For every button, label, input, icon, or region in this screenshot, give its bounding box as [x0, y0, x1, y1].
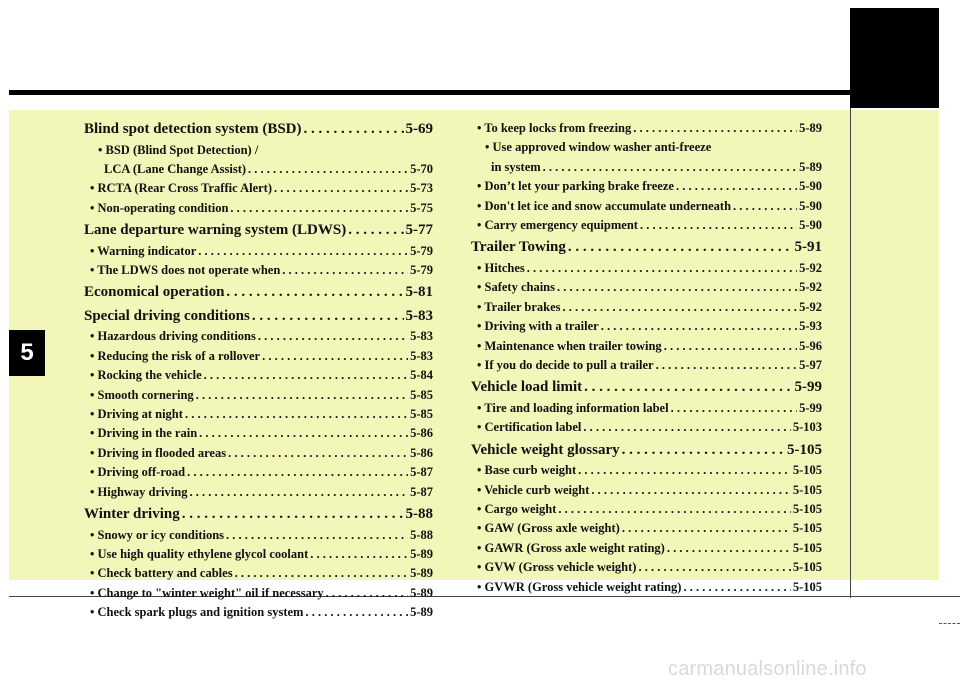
- toc-page-number: 5-86: [410, 445, 433, 460]
- toc-entry[interactable]: [84, 547, 433, 562]
- toc-entry-title: Economical operation: [84, 284, 225, 301]
- toc-heading[interactable]: [84, 506, 433, 523]
- toc-page-number: 5-90: [799, 198, 822, 213]
- dot-leader: [622, 521, 791, 536]
- toc-page-number: 5-83: [405, 307, 433, 324]
- toc-entry-title: • Driving off-road: [90, 465, 186, 480]
- dot-leader: [601, 319, 797, 334]
- toc-entry-title: • Driving at night: [90, 407, 183, 421]
- toc-entry-title: • Warning indicator: [90, 243, 197, 258]
- dot-leader: [189, 485, 408, 500]
- toc-entry[interactable]: [471, 261, 822, 276]
- toc-page-number: 5-89: [410, 585, 433, 600]
- toc-entry-title: • Snowy or icy conditions: [90, 527, 225, 542]
- toc-entry-title: • Hitches: [477, 260, 525, 275]
- watermark: carmanualsonline.info: [668, 658, 867, 680]
- toc-page-number: 5-105: [792, 540, 822, 555]
- dot-leader: [182, 506, 404, 523]
- toc-page-number: 5-69: [405, 121, 433, 137]
- toc-page-number: 5-88: [405, 506, 433, 522]
- toc-page-number: 5-85: [410, 387, 433, 402]
- toc-entry-title: • Check battery and cables: [90, 566, 233, 581]
- dot-leader: [274, 181, 408, 196]
- toc-heading[interactable]: [471, 239, 822, 256]
- toc-entry-title: • Rocking the vehicle: [90, 368, 202, 383]
- toc-page-number: 5-97: [799, 357, 822, 372]
- toc-page-number: 5-105: [792, 482, 822, 497]
- toc-entry[interactable]: [471, 121, 822, 136]
- toc-entry-title: • Don't let ice and snow accumulate underneath: [477, 198, 732, 213]
- dot-leader: [622, 442, 785, 459]
- toc-page-number: 5-87: [410, 465, 433, 480]
- dot-leader: [310, 547, 408, 562]
- toc-page-number: 5-90: [799, 218, 822, 232]
- toc-page-number: 5-75: [410, 200, 433, 215]
- toc-entry[interactable]: [471, 463, 822, 478]
- toc-entry[interactable]: [84, 485, 433, 500]
- chapter-number: 5: [9, 330, 45, 376]
- toc-entry-title: Blind spot detection system (BSD): [84, 121, 302, 137]
- toc-entry[interactable]: [471, 199, 822, 214]
- toc-page-number: 5-93: [799, 319, 822, 334]
- toc-entry-title: Winter driving: [84, 506, 180, 522]
- toc-page-number: 5-83: [410, 329, 433, 344]
- toc-entry[interactable]: [471, 502, 822, 517]
- dot-leader: [558, 502, 790, 517]
- toc-page-number: 5-92: [799, 260, 822, 275]
- toc-entry-title: • GVWR (Gross vehicle weight rating): [477, 579, 682, 594]
- toc-entry[interactable]: [84, 329, 433, 344]
- dot-leader: [226, 284, 403, 301]
- toc-entry-title: • Driving with a trailer: [477, 319, 599, 334]
- toc-page-number: 5-99: [794, 379, 822, 396]
- toc-page-number: 5-77: [405, 222, 433, 239]
- toc-entry-title: • Tire and loading information label: [477, 400, 669, 415]
- toc-entry-title: • Smooth cornering: [90, 387, 194, 402]
- toc-entry[interactable]: [471, 483, 822, 498]
- toc-entry-title: • The LDWS does not operate when: [90, 263, 281, 277]
- toc-entry-title: • Base curb weight: [477, 463, 577, 478]
- toc-entry-title: • Highway driving: [90, 484, 188, 499]
- toc-entry[interactable]: [84, 368, 433, 383]
- toc-entry-title: • RCTA (Rear Cross Traffic Alert): [90, 181, 273, 196]
- toc-entry-title: • If you do decide to pull a trailer: [477, 357, 654, 372]
- toc-entry[interactable]: [84, 465, 433, 480]
- dot-leader: [282, 263, 408, 278]
- toc-page-number: 5-89: [410, 546, 433, 561]
- dot-leader: [563, 300, 798, 315]
- dot-leader: [196, 388, 408, 403]
- toc-heading[interactable]: [471, 442, 822, 459]
- dot-leader: [199, 426, 408, 441]
- toc-page-number: 5-87: [410, 484, 433, 499]
- toc-page-number: 5-96: [799, 338, 822, 353]
- dot-leader: [230, 201, 408, 216]
- dot-leader: [591, 483, 790, 498]
- toc-page-number: 5-88: [410, 527, 433, 542]
- toc-page-number: 5-70: [410, 161, 433, 176]
- toc-page-number: 5-105: [792, 560, 822, 575]
- toc-page-number: 5-105: [792, 463, 822, 478]
- toc-entry-title: • Check spark plugs and ignition system: [90, 605, 304, 620]
- toc-entry-title: • BSD (Blind Spot Detection) /: [98, 142, 259, 157]
- toc-heading[interactable]: [84, 222, 433, 239]
- toc-entry-title: • Trailer brakes: [477, 299, 561, 314]
- toc-page-number: 5-89: [410, 566, 433, 581]
- toc-entry[interactable]: [84, 143, 433, 158]
- toc-entry-title: • Driving in flooded areas: [90, 445, 227, 460]
- toc-entry[interactable]: [471, 420, 822, 435]
- dot-leader: [187, 465, 408, 480]
- toc-entry[interactable]: [471, 580, 822, 595]
- toc-entry-title: • Driving in the rain: [90, 426, 198, 441]
- dot-leader: [664, 339, 797, 354]
- toc-entry-title: • To keep locks from freezing: [477, 121, 632, 135]
- dot-leader: [640, 218, 797, 233]
- toc-page-number: 5-91: [794, 239, 822, 256]
- toc-entry[interactable]: [84, 388, 433, 403]
- dot-leader: [527, 261, 797, 276]
- toc-entry[interactable]: [471, 160, 822, 175]
- toc-entry-title: Lane departure warning system (LDWS): [84, 222, 347, 239]
- toc-entry-title: LCA (Lane Change Assist): [104, 161, 247, 176]
- margin-rule: [850, 108, 851, 598]
- toc-page-number: 5-99: [799, 400, 822, 415]
- dot-leader: [248, 162, 408, 177]
- toc-entry-title: • GVW (Gross vehicle weight): [477, 560, 637, 575]
- toc-entry-title: • Don’t let your parking brake freeze: [477, 179, 674, 194]
- toc-entry-title: • Certification label: [477, 420, 582, 435]
- toc-entry-title: Trailer Towing: [471, 239, 566, 256]
- toc-entry[interactable]: [84, 528, 433, 543]
- toc-entry[interactable]: [84, 426, 433, 441]
- toc-entry-title: in system: [491, 159, 541, 174]
- toc-page-number: 5-79: [410, 263, 433, 277]
- toc-entry-title: • Carry emergency equipment: [477, 218, 638, 232]
- toc-entry-title: • Use high quality ethylene glycol coolant: [90, 546, 309, 561]
- toc-heading[interactable]: [84, 121, 433, 138]
- toc-entry[interactable]: [471, 401, 822, 416]
- toc-entry-title: • Safety chains: [477, 280, 555, 295]
- toc-page-number: 5-92: [799, 299, 822, 314]
- toc-page-number: 5-105: [792, 501, 822, 516]
- toc-entry[interactable]: [471, 319, 822, 334]
- toc-entry[interactable]: [471, 179, 822, 194]
- toc-page-number: 5-105: [792, 521, 822, 536]
- toc-page-number: 5-89: [799, 159, 822, 174]
- dot-leader: [656, 358, 797, 373]
- dot-leader: [235, 566, 409, 581]
- dash-mark: [939, 623, 960, 624]
- dot-leader: [683, 580, 790, 595]
- toc-page-number: 5-84: [410, 368, 433, 383]
- toc-entry[interactable]: [84, 162, 433, 177]
- dot-leader: [228, 446, 408, 461]
- dot-leader: [543, 160, 797, 175]
- toc-entry-title: • Maintenance when trailer towing: [477, 338, 662, 353]
- toc-page-number: 5-83: [410, 348, 433, 363]
- toc-page-number: 5-105: [787, 441, 822, 458]
- toc-entry[interactable]: [84, 407, 433, 422]
- dot-leader: [304, 121, 404, 138]
- dot-leader: [557, 280, 797, 295]
- toc-entry[interactable]: [84, 263, 433, 278]
- toc-entry-title: Vehicle weight glossary: [471, 441, 620, 458]
- dot-leader: [258, 329, 408, 344]
- toc-entry-title: • GAWR (Gross axle weight rating): [477, 540, 665, 555]
- dot-leader: [676, 179, 797, 194]
- toc-entry-title: • Change to "winter weight" oil if necessary: [90, 585, 324, 600]
- toc-entry[interactable]: [471, 300, 822, 315]
- toc-entry[interactable]: [471, 358, 822, 373]
- toc-page-number: 5-73: [410, 181, 433, 196]
- toc-heading[interactable]: [471, 379, 822, 396]
- dot-leader: [326, 586, 408, 601]
- dot-leader: [204, 368, 408, 383]
- toc-entry[interactable]: [84, 586, 433, 601]
- toc-entry[interactable]: [84, 349, 433, 364]
- dot-leader: [305, 605, 408, 620]
- dot-leader: [198, 244, 408, 259]
- toc-entry-title: • Use approved window washer anti-freeze: [485, 140, 712, 155]
- toc-entry[interactable]: [84, 244, 433, 259]
- toc-entry[interactable]: [471, 140, 822, 155]
- toc-entry-title: • Non-operating condition: [90, 200, 229, 215]
- toc-entry[interactable]: [84, 201, 433, 216]
- toc-entry[interactable]: [84, 446, 433, 461]
- toc-page-number: 5-90: [799, 179, 822, 194]
- toc-entry-title: • Cargo weight: [477, 501, 557, 516]
- dot-leader: [584, 379, 792, 396]
- dot-leader: [583, 420, 790, 435]
- toc-page-number: 5-103: [792, 420, 822, 435]
- dot-leader: [185, 407, 408, 422]
- toc-page-number: 5-86: [410, 426, 433, 441]
- toc-heading[interactable]: [84, 308, 433, 325]
- toc-entry[interactable]: [84, 181, 433, 196]
- toc-page-number: 5-85: [410, 407, 433, 421]
- toc-entry[interactable]: [84, 605, 433, 620]
- toc-page-number: 5-79: [410, 243, 433, 258]
- top-rule: [9, 90, 939, 95]
- toc-entry-title: • Vehicle curb weight: [477, 482, 590, 497]
- dot-leader: [578, 463, 791, 478]
- toc-entry[interactable]: [471, 560, 822, 575]
- dot-leader: [671, 401, 798, 416]
- dot-leader: [568, 239, 793, 256]
- dot-leader: [633, 121, 797, 136]
- toc-entry[interactable]: [471, 339, 822, 354]
- toc-entry-title: • GAW (Gross axle weight): [477, 521, 620, 536]
- toc-entry-title: Vehicle load limit: [471, 379, 583, 396]
- toc-page-number: 5-92: [799, 280, 822, 295]
- toc-entry[interactable]: [471, 521, 822, 536]
- dot-leader: [733, 199, 797, 214]
- dot-leader: [226, 528, 408, 543]
- toc-page-number: 5-81: [405, 284, 433, 301]
- dot-leader: [252, 308, 404, 325]
- toc-entry-title: • Reducing the risk of a rollover: [90, 348, 261, 363]
- toc-page-number: 5-89: [799, 121, 822, 135]
- toc-entry[interactable]: [471, 280, 822, 295]
- toc-heading[interactable]: [84, 284, 433, 301]
- dot-leader: [262, 349, 408, 364]
- dot-leader: [667, 541, 791, 556]
- toc-page-number: 5-105: [792, 579, 822, 594]
- toc-entry[interactable]: [84, 566, 433, 581]
- toc-page-number: 5-89: [410, 605, 433, 620]
- toc-entry-title: Special driving conditions: [84, 307, 250, 324]
- dot-leader: [638, 560, 790, 575]
- toc-entry-title: • Hazardous driving conditions: [90, 329, 256, 344]
- toc-entry[interactable]: [471, 541, 822, 556]
- dot-leader: [348, 222, 403, 239]
- toc-entry[interactable]: [471, 218, 822, 233]
